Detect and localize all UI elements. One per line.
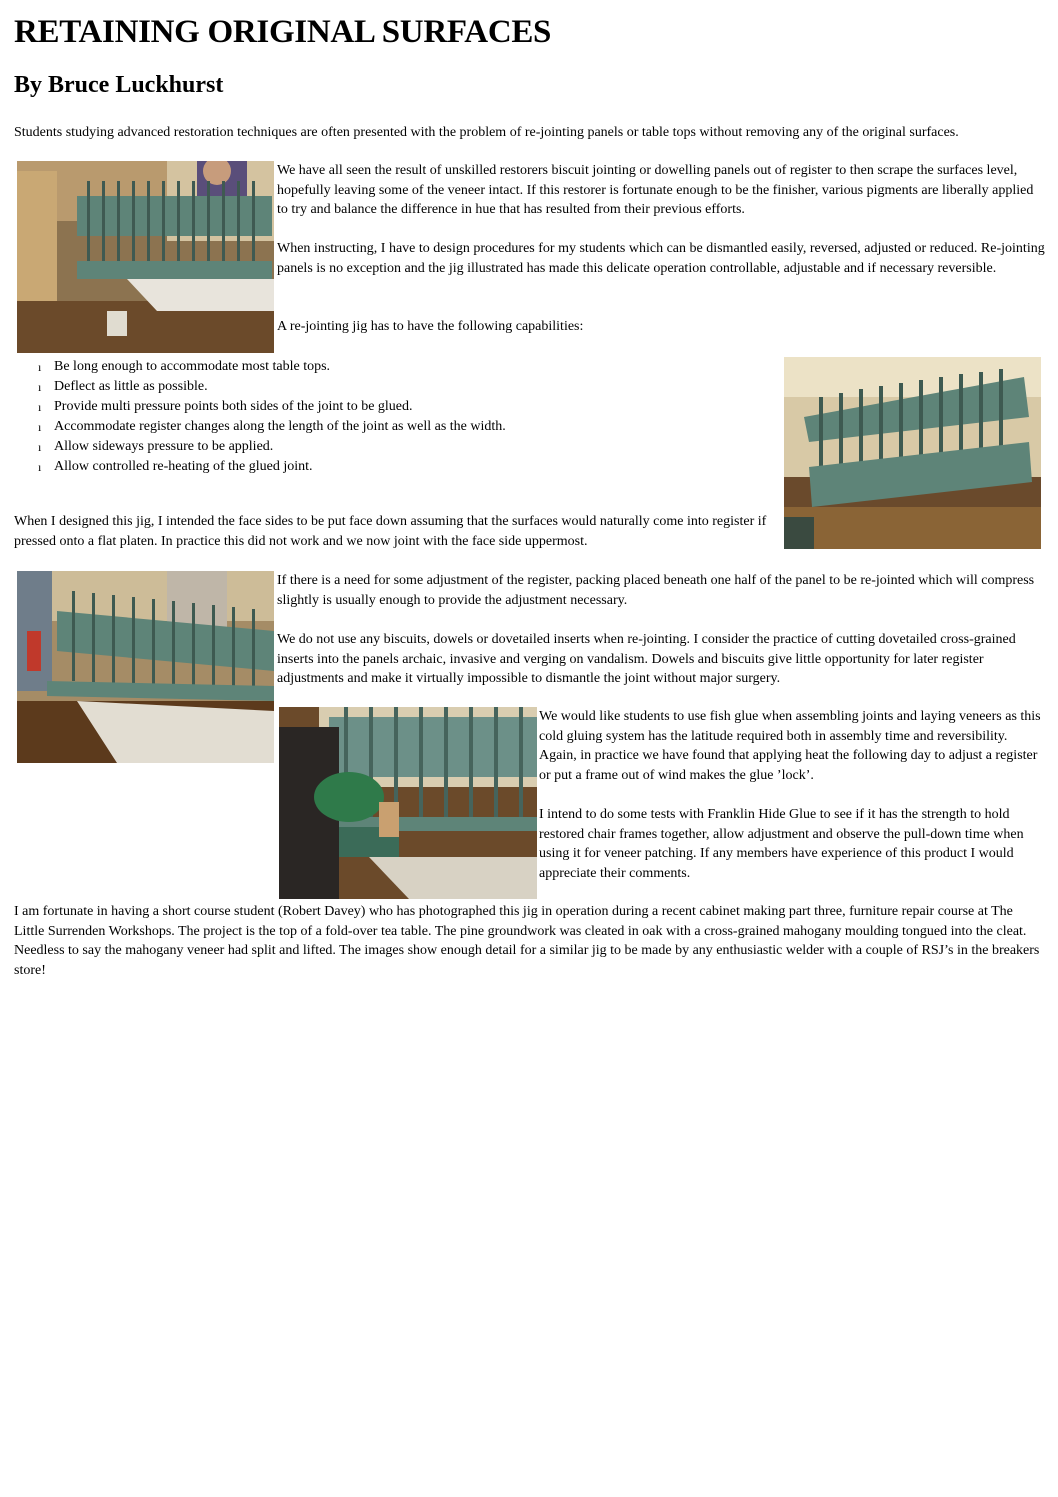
photo-jig-bench [17,571,274,763]
bullet-glyph: ı [38,420,42,434]
bullet-glyph: ı [38,400,42,414]
paragraph-unskilled-restorers: We have all seen the result of unskilled restorers biscuit jointing or dowelling panels out of register to then scrape the surfaces level, hopefully leaving some of the veneer intact. If this restorer is fortunate enough to be the finisher, various pigments are liberally applied to try and balance the difference in hue that has resulted from their previous efforts. [277,163,1034,217]
paragraph-no-biscuits: We do not use any biscuits, dowels or dovetailed inserts when re-jointing. I consider the practice of cutting dovetailed cross-grained inserts into the panels archaic, invasive and verging on vandalism. Dowels and biscuits give little opportunity for later register adjustments and make it virtually impossible to dismantle the joint without major surgery. [277,632,1016,686]
paragraph-robert-davey: I am fortunate in having a short course student (Robert Davey) who has photographed this jig in operation during a recent cabinet making part three, furniture repair course at The Little Surrenden Workshops. The project is the top of a fold-over tea table. The pine groundwork was cleated in oak with a cross-grained mahogany moulding tongued into the cleat. Needless to say the mahogany veneer had split and lifted. The images show enough detail for a similar jig to be made by any enthusiastic welder with a couple of RSJ’s in the breakers store! [14,904,1040,978]
bullet-glyph: ı [38,460,42,474]
paragraph-instructing: When instructing, I have to design procedures for my students which can be dismantled easily, reversed, adjusted or reduced. Re-jointing panels is no exception and the jig illustrated has made this delicate operation controllable, adjustable and if necessary reversible. [277,241,1045,276]
list-item: ı Allow controlled re-heating of the glued joint. [24,457,506,477]
article-title: RETAINING ORIGINAL SURFACES [14,14,552,50]
photo-jig-workshop [17,161,274,353]
article-byline: By Bruce Luckhurst [14,72,224,98]
list-item: ı Accommodate register changes along the length of the joint as well as the width. [24,417,506,437]
paragraph-capabilities-intro: A re-jointing jig has to have the following capabilities: [277,319,584,334]
paragraph-face-sides: When I designed this jig, I intended the face sides to be put face down assuming that the surfaces would naturally come into register if pressed onto a flat platen. In practice this did not work and we now joint with the face side uppermost. [14,514,767,549]
list-item: ı Be long enough to accommodate most table tops. [24,357,506,377]
list-item: ı Deflect as little as possible. [24,377,506,397]
photo-heat-gun [279,707,537,899]
paragraph-fish-glue: We would like students to use fish glue when assembling joints and laying veneers as this cold gluing system has the latitude required both in assembly time and reversibility. Again, in practice we have found that applying heat the following day to adjust a register or put a frame out of wind makes the glue ’lock’. [539,709,1041,783]
list-item: ı Allow sideways pressure to be applied. [24,437,506,457]
intro-paragraph: Students studying advanced restoration techniques are often presented with the problem of re-jointing panels or table tops without removing any of the original surfaces. [14,125,959,140]
list-item: ı Provide multi pressure points both sides of the joint to be glued. [24,397,506,417]
bullet-glyph: ı [38,360,42,374]
paragraph-franklin-glue: I intend to do some tests with Franklin Hide Glue to see if it has the strength to hold restored chair frames together, allow adjustment and observe the pull-down time when using it for veneer patching. If any members have experience of this product I would appreciate their comments. [539,807,1024,881]
paragraph-adjustment: If there is a need for some adjustment of the register, packing placed beneath one half of the panel to be re-jointed which will compress slightly is usually enough to provide the adjustment necessary. [277,573,1035,608]
bullet-glyph: ı [38,440,42,454]
bullet-glyph: ı [38,380,42,394]
photo-long-jig [784,357,1041,549]
capabilities-list [24,357,506,477]
